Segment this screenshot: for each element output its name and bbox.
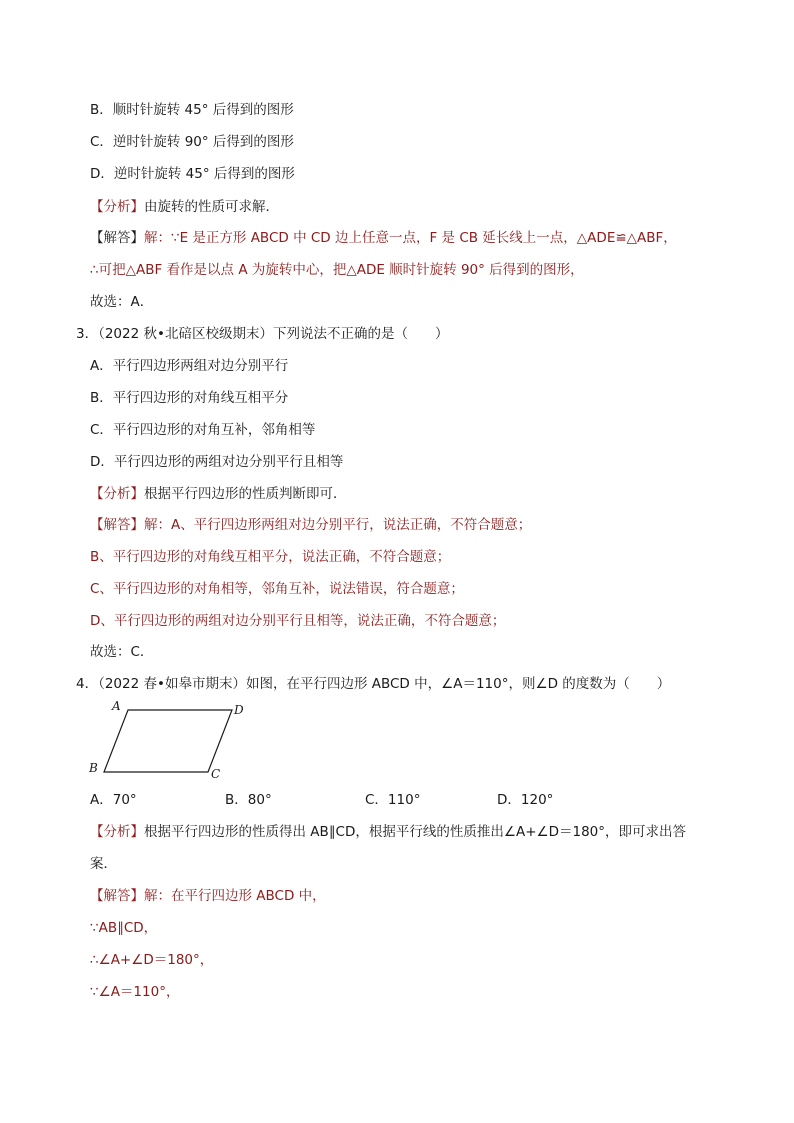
q4-option-d: D．120°: [497, 792, 554, 808]
q4-answer-line1: [90, 887, 326, 905]
q3-answer-line4: D、平行四边形的两组对边分别平行且相等，说法正确，不符合题意；: [90, 613, 506, 629]
q3-stem: 3．（2022 秋•北碚区校级期末）下列说法不正确的是（ ）: [76, 326, 449, 342]
q3-option-b: B．平行四边形的对角线互相平分: [90, 390, 289, 406]
q3-choose: 故选：C．: [90, 644, 154, 660]
analysis-tag: 【分析】: [90, 824, 144, 840]
answer-tag: 【解答】: [90, 517, 144, 533]
analysis-text: 由旋转的性质可求解．: [144, 199, 279, 215]
q3-answer-line3: C、平行四边形的对角相等，邻角互补，说法错误，符合题意；: [90, 581, 464, 597]
vertex-label-c: C: [211, 767, 221, 781]
analysis-text: 根据平行四边形的性质得出 AB∥CD，根据平行线的性质推出∠A+∠D＝180°，即可求出答: [144, 824, 687, 840]
q2-choose: 故选：A．: [90, 294, 154, 310]
q4-stem: 4．（2022 春•如皋市期末）如图，在平行四边形 ABCD 中，∠A＝110°，则∠D 的度数为（ ）: [76, 676, 671, 692]
analysis-text: 根据平行四边形的性质判断即可．: [144, 486, 347, 502]
q4-option-c: C．110°: [365, 792, 421, 808]
q2-analysis: [90, 198, 279, 216]
analysis-tag: 【分析】: [90, 199, 144, 215]
answer-tag: 【解答】: [90, 888, 144, 904]
q4-analysis-line2: 案．: [90, 856, 117, 872]
q3-answer-line2: B、平行四边形的对角线互相平分，说法正确，不符合题意；: [90, 549, 451, 565]
vertex-label-a: A: [112, 699, 121, 713]
parallelogram-shape: [104, 710, 232, 772]
q2-answer-line2: ∴可把△ABF 看作是以点 A 为旋转中心，把△ADE 顺时针旋转 90° 后得到的图形，: [90, 262, 584, 278]
q4-answer-line2: ∵AB∥CD，: [90, 920, 158, 936]
answer-text: 解：A、平行四边形两组对边分别平行，说法正确，不符合题意；: [144, 517, 532, 533]
vertex-label-b: B: [89, 761, 98, 775]
answer-text: 解：∵E 是正方形 ABCD 中 CD 边上任意一点，F 是 CB 延长线上一点，△ADE≌△ABF，: [144, 230, 677, 246]
q3-option-a: A．平行四边形两组对边分别平行: [90, 358, 289, 374]
q3-option-c: C．平行四边形的对角互补，邻角相等: [90, 422, 316, 438]
q4-answer-line4: ∵∠A＝110°，: [90, 984, 180, 1000]
parallelogram-figure: [86, 698, 256, 782]
q2-option-c: C．逆时针旋转 90° 后得到的图形: [90, 134, 294, 150]
q4-option-b: B．80°: [225, 792, 272, 808]
q2-option-b: B．顺时针旋转 45° 后得到的图形: [90, 102, 294, 118]
q2-answer-line1: [90, 229, 677, 247]
q3-analysis: [90, 485, 347, 503]
answer-text: 解：在平行四边形 ABCD 中，: [144, 888, 326, 904]
q4-option-a: A．70°: [90, 792, 137, 808]
answer-tag: 【解答】: [90, 230, 144, 246]
q3-answer-line1: [90, 516, 531, 534]
q2-option-d: D．逆时针旋转 45° 后得到的图形: [90, 166, 295, 182]
analysis-tag: 【分析】: [90, 486, 144, 502]
q4-answer-line3: ∴∠A+∠D＝180°，: [90, 952, 214, 968]
q4-analysis-line1: [90, 823, 686, 841]
q3-option-d: D．平行四边形的两组对边分别平行且相等: [90, 454, 344, 470]
vertex-label-d: D: [234, 703, 244, 717]
